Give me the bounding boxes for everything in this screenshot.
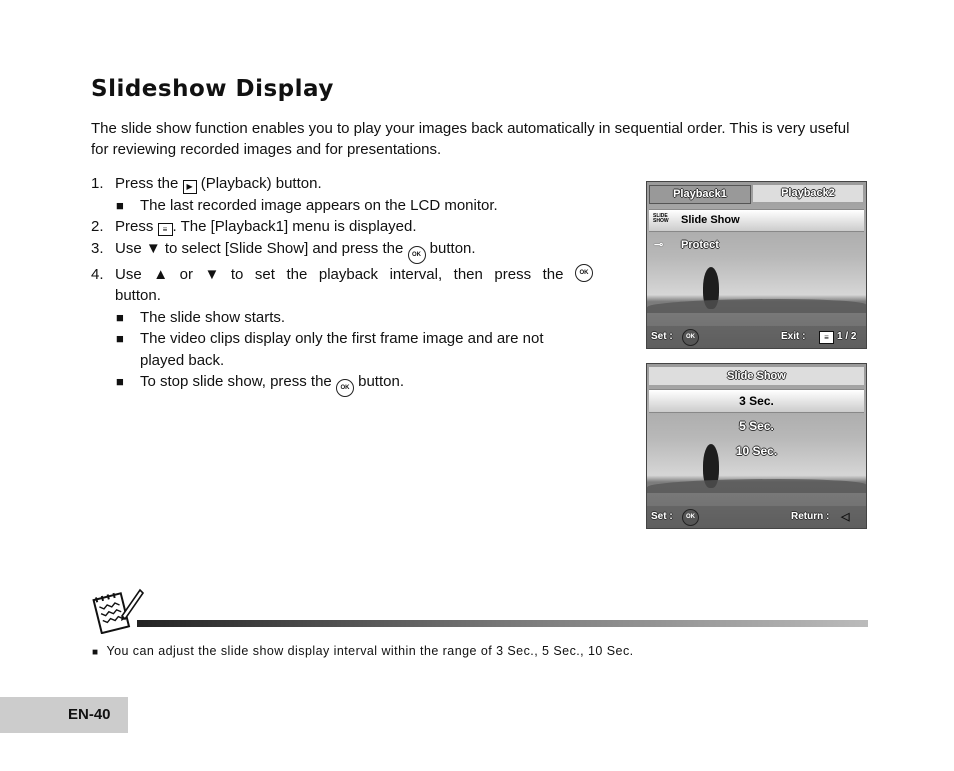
tab-playback1: Playback1 [649,185,751,204]
landscape-image [647,182,866,348]
option-10-sec: 10 Sec. [735,444,778,458]
menu-icon: ≡ [158,223,173,236]
option-5-sec: 5 Sec. [739,419,774,433]
ok-button-icon: OK [575,264,593,282]
step-4: 4. Use ▲ or ▼ to set the playback interval, then press the OK [91,264,593,286]
lcd2-footer: Set : OK Return : ◁ [647,506,866,528]
lcd1-footer: Set : OK Exit : ≡ 1 / 2 [647,326,866,348]
page-title: Slideshow Display [91,76,334,102]
steps-list [91,173,593,397]
key-icon: ⊸ [654,239,664,251]
bullet-icon: ■ [116,331,124,346]
hills-shape [647,299,866,313]
hills-shape [647,479,866,493]
step-4-note-1: ■ The slide show starts. [91,307,593,329]
step-3: 3. Use ▼ to select [Slide Show] and press the OK button. [91,238,593,264]
note-text: ■ You can adjust the slide show display interval within the range of 3 Sec., 5 Sec., 10 Sec. [92,644,634,658]
bullet-icon: ■ [116,374,124,389]
step-1-note: ■ The last recorded image appears on the LCD monitor. [91,195,593,217]
ok-button-icon: OK [336,379,354,397]
bullet-icon: ■ [116,309,124,325]
submenu-title: Slide Show [649,367,864,385]
page-number-box [0,697,128,733]
menu-icon: ≡ [819,331,834,344]
ok-button-icon: OK [408,246,426,264]
step-2: 2. Press ≡ . The [Playback1] menu is displayed. [91,218,417,235]
ok-icon: OK [682,329,699,346]
step-1: 1. Press the ▶ (Playback) button. [91,175,322,192]
note-divider-bar [137,620,868,627]
step-4-note-2-cont: played back. [140,351,225,369]
bullet-icon: ■ [92,647,99,658]
step-4-continuation: button. [115,287,161,304]
slide-show-icon: SLIDE SHOW [653,213,669,224]
menu-item-protect: ⊸ Protect [649,235,864,256]
intro-paragraph: The slide show function enables you to play your images back automatically in sequential order. This is very useful for reviewing recorded images and for presentations. [91,120,850,158]
lcd-slide-show-interval [646,363,867,529]
lcd-playback-menu [646,181,867,349]
page-number: EN-40 [68,706,111,723]
ok-icon: OK [682,509,699,526]
option-3-sec: 3 Sec. [649,389,864,413]
menu-item-slide-show: SLIDE SHOW Slide Show [649,209,864,232]
bullet-icon: ■ [116,197,124,213]
tab-playback2: Playback2 [753,185,863,202]
return-arrow-icon: ◁ [841,511,850,523]
step-4-note-3: ■ To stop slide show, press the OK button. [91,371,593,397]
playback-icon: ▶ [183,180,197,194]
step-4-note-2: ■ The video clips display only the first frame image and are not [91,328,593,350]
